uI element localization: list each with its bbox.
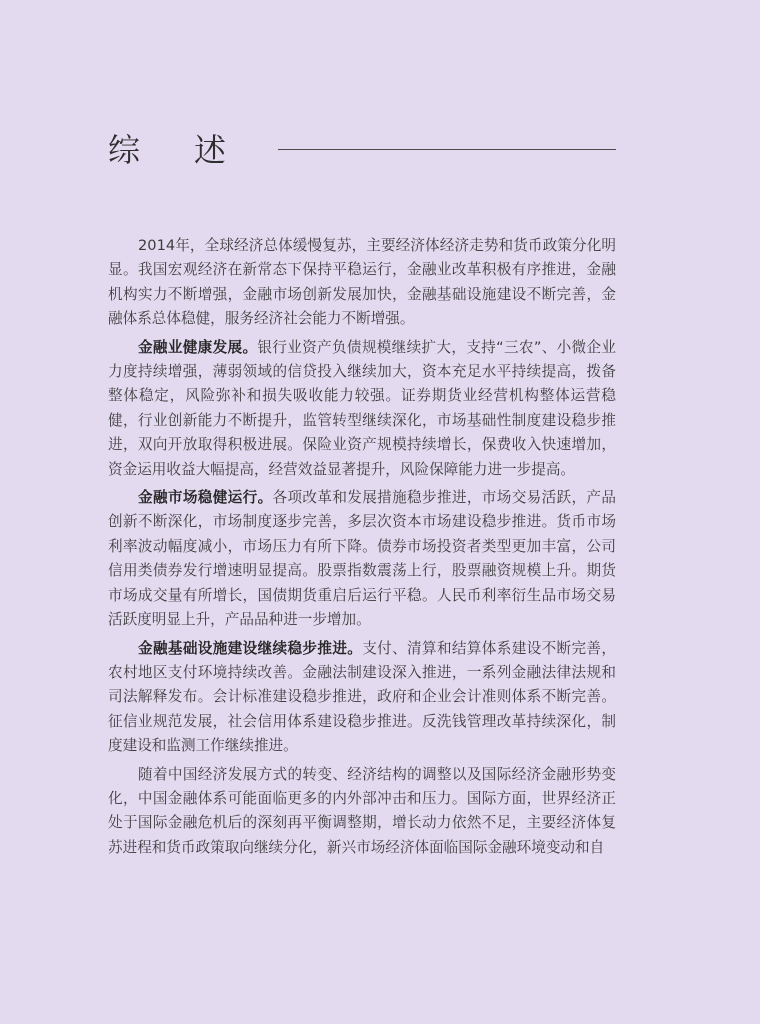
paragraph-financial-markets [108,486,616,632]
section-heading [108,128,616,172]
body-text [108,234,616,864]
paragraph-text: 随着中国经济发展方式的转变、经济结构的调整以及国际经济金融形势变化，中国金融体系可能面临更多的内外部冲击和压力。国际方面，世界经济正处于国际金融危机后的深刻再平衡调整期，增长动力依然不足，主要经济体复苏进程和货币政策取向继续分化，新兴市场经济体面临国际金融环境变动和自 [108,765,616,856]
paragraph-financial-infrastructure [108,637,616,759]
paragraph-outlook [108,763,616,861]
paragraph-financial-industry [108,336,616,482]
paragraph-intro [108,234,616,332]
paragraph-text: 2014年，全球经济总体缓慢复苏，主要经济体经济走势和货币政策分化明显。我国宏观经济在新常态下保持平稳运行，金融业改革积极有序推进，金融机构实力不断增强，金融市场创新发展加快，金融基础设施建设不断完善，金融体系总体稳健，服务经济社会能力不断增强。 [108,237,616,328]
paragraph-lead: 金融基础设施建设继续稳步推进。 [138,639,363,657]
paragraph-text: 各项改革和发展措施稳步推进，市场交易活跃，产品创新不断深化，市场制度逐步完善，多层次资本市场建设稳步推进。货币市场利率波动幅度减小，市场压力有所下降。债券市场投资者类型更加丰富，公司信用类债券发行增速明显提高。股票指数震荡上行，股票融资规模上升。期货市场成交量有所增长，国债期货重启后运行平稳。人民币利率衍生品市场交易活跃度明显上升，产品品种进一步增加。 [108,489,616,629]
heading-rule [278,149,616,150]
paragraph-lead: 金融业健康发展。 [138,338,258,356]
paragraph-text: 银行业资产负债规模继续扩大，支持“三农”、小微企业力度持续增强，薄弱领域的信贷投入继续加大，资本充足水平持续提高，拨备整体稳定，风险弥补和损失吸收能力较强。证券期货业经营机构整体运营稳健，行业创新能力不断提升，监管转型继续深化，市场基础性制度建设稳步推进，双向开放取得积极进展。保险业资产规模持续增长，保费收入快速增加，资金运用收益大幅提高，经营效益显著提升，风险保障能力进一步提高。 [108,338,616,478]
section-title: 综述 [108,131,281,169]
paragraph-lead: 金融市场稳健运行。 [138,489,273,507]
paragraph-text: 支付、清算和结算体系建设不断完善，农村地区支付环境持续改善。金融法制建设深入推进，一系列金融法律法规和司法解释发布。会计标准建设稳步推进，政府和企业会计准则体系不断完善。征信业规范发展，社会信用体系建设稳步推进。反洗钱管理改革持续深化，制度建设和监测工作继续推进。 [108,639,616,755]
